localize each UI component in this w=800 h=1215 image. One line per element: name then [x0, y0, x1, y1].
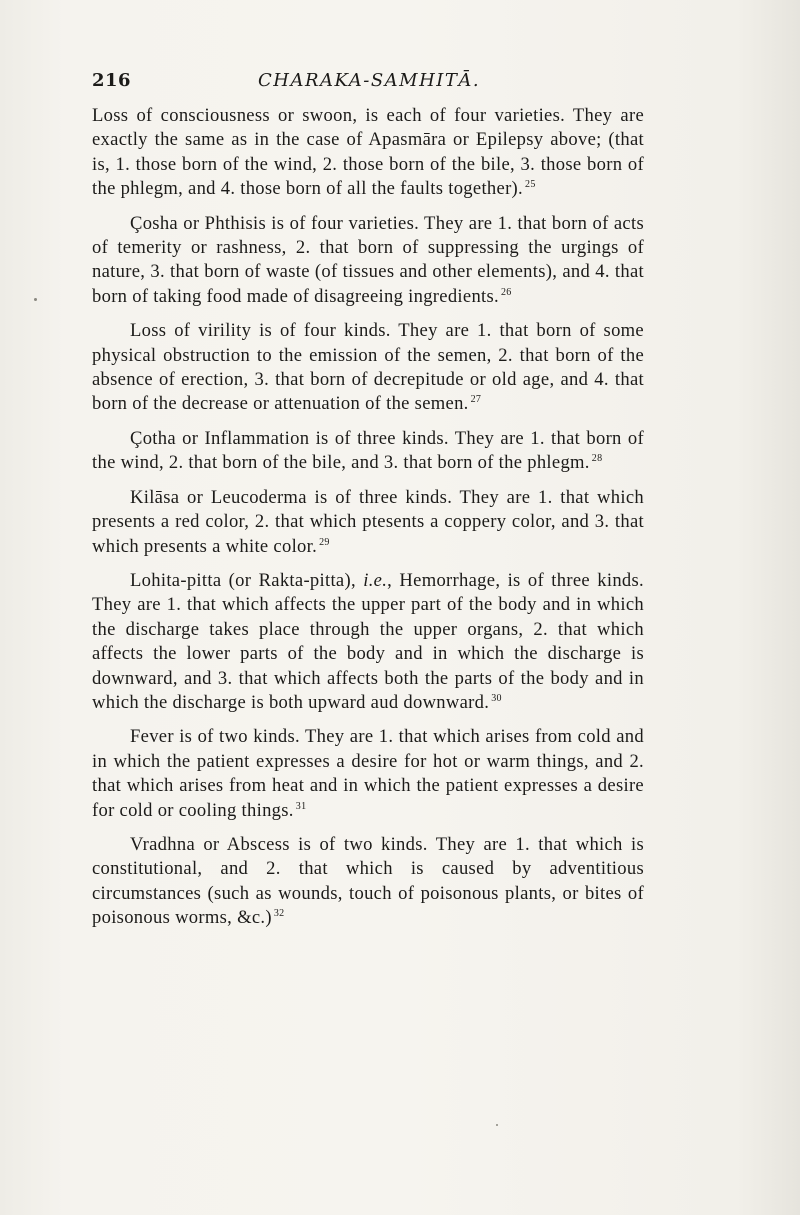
- paragraph-p1: [92, 104, 644, 202]
- footnote-marker: 30: [491, 692, 502, 704]
- running-title: CHARAKA-SAMHITĀ.: [258, 70, 481, 91]
- paragraph-p3: [92, 319, 644, 417]
- footnote-marker: 29: [319, 536, 330, 548]
- paragraph-text: Loss of virility is of four kinds. They are 1. that born of some physical obstruction to the emission of the semen, 2. that born of the absence of erection, 3. that born of decrepitude or old age, and 4. that born of the decrease or attenuation of the semen.: [92, 320, 644, 415]
- paragraph-p2: [92, 212, 644, 310]
- paragraph-text: Vradhna or Abscess is of two kinds. They are 1. that which is constitutional, and 2. that which is caused by adventitious circumstances (such as wounds, touch of poisonous plants, or bites of poisonous worms, &c.): [92, 833, 644, 929]
- paragraph-p5: [92, 486, 644, 559]
- paragraph-text: Çotha or Inflammation is of three kinds. They are 1. that born of the wind, 2. that born of the bile, and 3. that born of the phlegm.: [92, 427, 644, 474]
- footnote-marker: 28: [591, 453, 603, 465]
- footnote-marker: 31: [295, 800, 307, 812]
- paragraph-text: Lohita-pitta (or Rakta-pitta),: [130, 569, 364, 591]
- paragraph-text: Çosha or Phthisis is of four varieties. They are 1. that born of acts of temerity or rashness, 2. that born of suppressing the urgings of nature, 3. that born of waste (of tissues and other elements), and 4. that born of taking food made of disagreeing ingredients.: [92, 212, 644, 307]
- footnote-marker: 32: [273, 908, 285, 920]
- paragraph-text: i.e.: [363, 569, 388, 591]
- footnote-marker: 25: [525, 179, 536, 191]
- paper-speck: [496, 1124, 498, 1126]
- paragraph-text: Kilāsa or Leucoderma is of three kinds. They are 1. that which presents a red color, 2. that which ptesents a coppery color, and 3. that which presents a white color.: [92, 486, 644, 557]
- paragraph-p6: [92, 569, 644, 715]
- paragraph-text: Fever is of two kinds. They are 1. that which arises from cold and in which the patient expresses a desire for hot or warm things, and 2. that which arises from heat and in which the patient expresses a desire for cold or cooling things.: [92, 726, 644, 821]
- footnote-marker: 26: [501, 286, 512, 298]
- paragraph-p7: [92, 725, 644, 823]
- footnote-marker: 27: [470, 394, 482, 406]
- paragraph-p4: [92, 427, 644, 476]
- page-header: [92, 70, 652, 100]
- paragraph-text: , Hemorrhage, is of three kinds. They are 1. that which affects the upper part of the body and in which the discharge takes place through the upper organs, 2. that which affects the lower parts of the body and in which the discharge is downward, and 3. that which affects both the parts of the body and in which the discharge is both upward aud downward.: [92, 569, 644, 713]
- paragraph-text: Loss of consciousness or swoon, is each of four varieties. They are exactly the same as in the case of Apasmāra or Epilepsy above; (that is, 1. those born of the wind, 2. those born of the bile, 3. those born of the phlegm, and 4. those born of all the faults together).: [92, 105, 644, 200]
- page-number: 216: [92, 70, 132, 91]
- paper-speck: [34, 298, 37, 301]
- body-text: [92, 104, 644, 941]
- paragraph-p8: [92, 833, 644, 931]
